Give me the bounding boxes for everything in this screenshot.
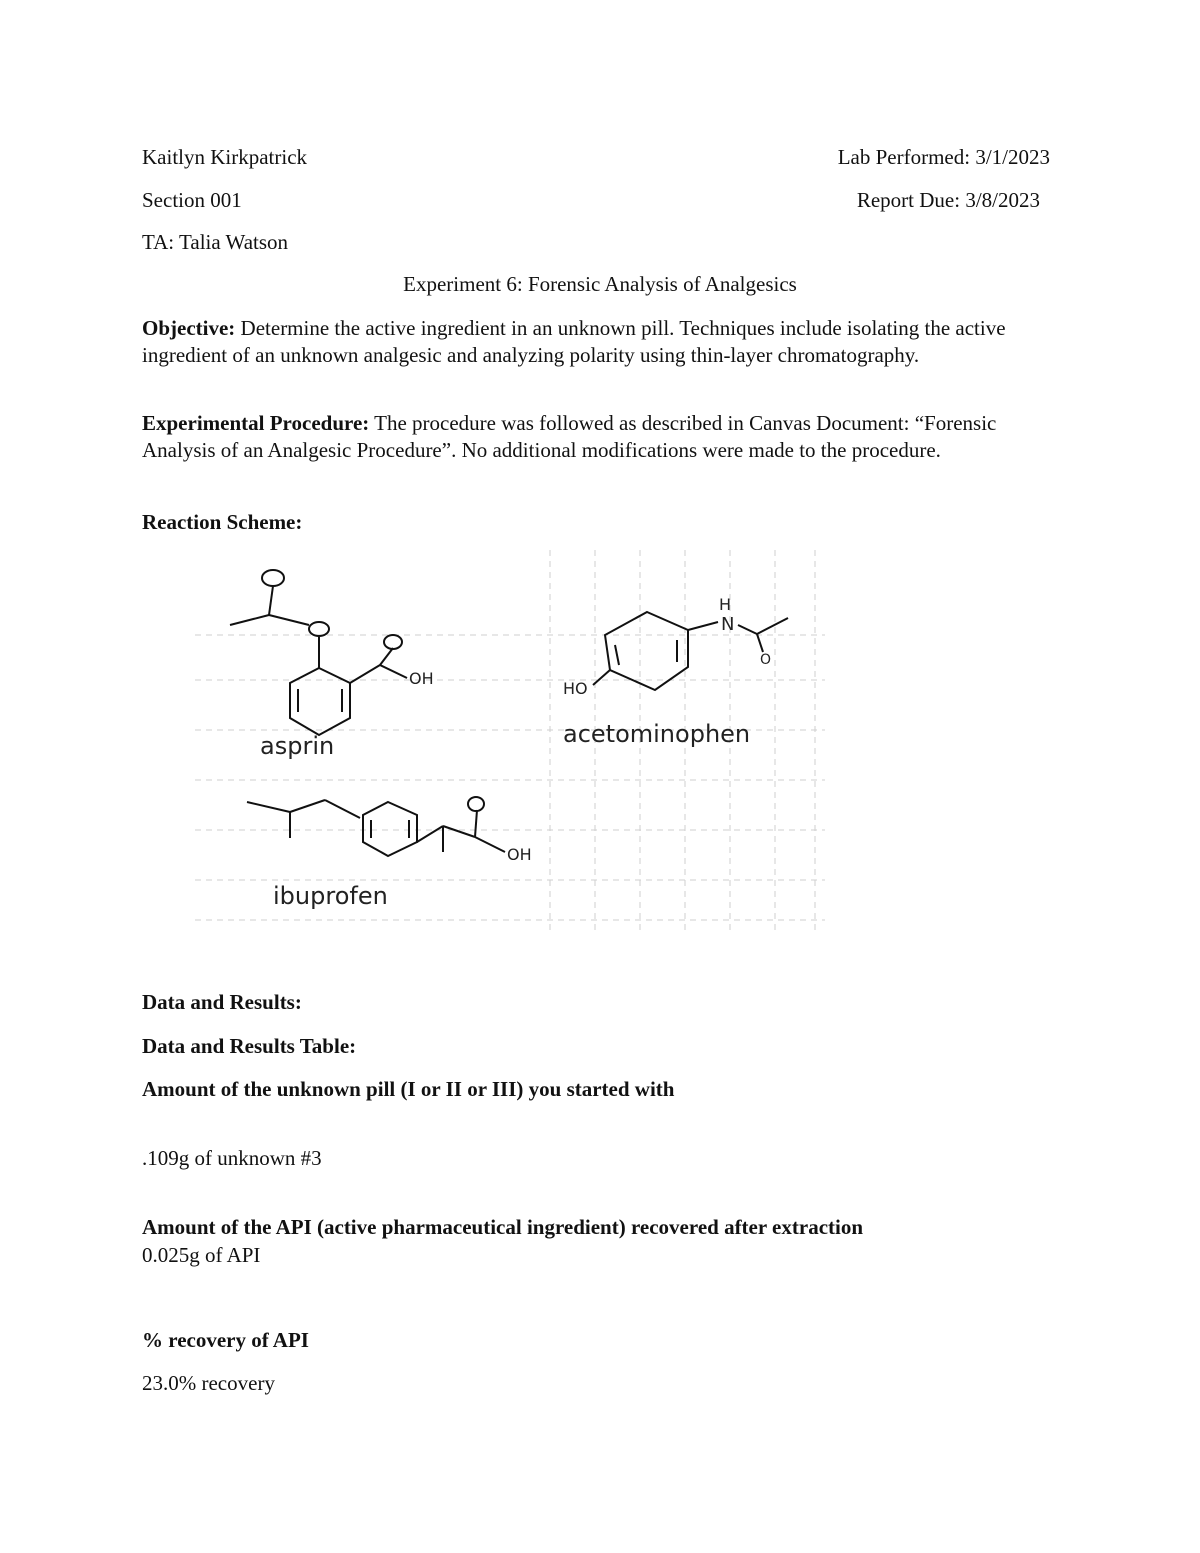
question-percent-recovery: % recovery of API — [142, 1328, 309, 1352]
lab-performed-date: Lab Performed: 3/1/2023 — [837, 145, 1050, 169]
acetaminophen-o-label: O — [760, 652, 772, 668]
data-results-table-heading: Data and Results Table: — [142, 1034, 357, 1058]
ibuprofen-oh-label: OH — [507, 845, 532, 864]
objective-text: Determine the active ingredient in an unknown pill. Techniques include isolating the active ingredient of an unknown analgesic and analyzing polarity using thin-layer chromatography. — [142, 316, 1006, 367]
report-due-date: Report Due: 3/8/2023 — [856, 188, 1040, 212]
aspirin-structure — [230, 570, 407, 735]
acetaminophen-name: acetominophen — [563, 720, 751, 748]
acetaminophen-h-label: H — [719, 595, 732, 614]
answer-starting-amount: .109g of unknown #3 — [142, 1146, 322, 1170]
section-number: Section 001 — [142, 188, 242, 212]
ibuprofen-name: ibuprofen — [273, 882, 388, 910]
question-starting-amount: Amount of the unknown pill (I or II or III) you started with — [142, 1077, 675, 1101]
aspirin-name: asprin — [260, 732, 335, 760]
acetaminophen-ho-label: HO — [563, 679, 588, 698]
answer-percent-recovery: 23.0% recovery — [142, 1371, 275, 1395]
procedure-text: The procedure was followed as described in Canvas Document: “Forensic Analysis of an Analgesic Procedure”. No additional modifications were made to the procedure. — [142, 411, 997, 462]
page-title: Experiment 6: Forensic Analysis of Analgesics — [403, 272, 797, 296]
question-api-recovered: Amount of the API (active pharmaceutical ingredient) recovered after extraction — [142, 1215, 864, 1239]
student-name: Kaitlyn Kirkpatrick — [142, 145, 308, 169]
objective-paragraph — [142, 315, 1062, 369]
acetaminophen-structure — [593, 612, 788, 690]
reaction-scheme-label: Reaction Scheme: — [142, 510, 303, 534]
reaction-scheme-drawing — [185, 540, 835, 935]
acetaminophen-n-label: N — [721, 614, 735, 635]
objective-label: Objective: — [142, 316, 236, 340]
ibuprofen-structure — [247, 797, 505, 856]
procedure-paragraph — [142, 410, 1062, 464]
teaching-assistant: TA: Talia Watson — [142, 230, 289, 254]
answer-api-recovered: 0.025g of API — [142, 1243, 261, 1267]
aspirin-oh-label: OH — [409, 669, 434, 688]
data-results-heading: Data and Results: — [142, 990, 302, 1014]
procedure-label: Experimental Procedure: — [142, 411, 370, 435]
